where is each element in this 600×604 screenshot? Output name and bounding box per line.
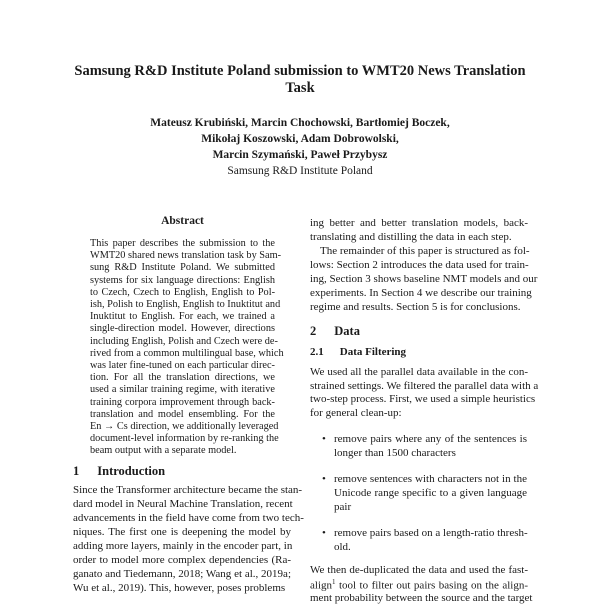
intro-line: advancements in the field have come from two tech-: [73, 512, 304, 524]
affiliation: Samsung R&D Institute Poland: [227, 165, 373, 177]
intro-line: Wu et al., 2019). This, however, poses problems: [73, 582, 286, 594]
text-line: lows: Section 2 introduces the data used for train-: [310, 259, 529, 271]
bullet-icon: •: [322, 433, 326, 445]
authors-line-2: Mikołaj Koszowski, Adam Dobrowolski,: [201, 133, 399, 145]
text-line: two-step process. First, we used a simple heuristics: [310, 393, 536, 405]
intro-line: ganato and Tiedemann, 2018; Wang et al., 2019a;: [73, 568, 291, 580]
abstract-line: to Czech, Czech to English, English to Pol-: [90, 286, 275, 298]
text-fragment: tool to filter out pairs basing on the align-: [338, 579, 528, 592]
text-line: experiments. In Section 4 we describe our training: [310, 287, 532, 299]
paper-title-line-2: Task: [285, 80, 315, 96]
section-number: 2: [310, 324, 317, 338]
abstract-line: used a similar training regime, with iterative: [90, 384, 275, 396]
text-line: ing better and better translation models, back-: [310, 217, 528, 229]
abstract-line: This paper describes the submission to the: [90, 238, 275, 249]
text-line: We used all the parallel data available in the con-: [310, 366, 528, 378]
abstract-line: WMT20 shared news translation task by Sam-: [90, 250, 282, 262]
text-line: ment probability between the source and the target: [310, 592, 533, 604]
intro-heading: [73, 464, 165, 479]
bullet-line: longer than 1500 characters: [334, 447, 456, 459]
text-line: translating and distilling the data in each step.: [310, 231, 512, 243]
bullet-icon: •: [322, 473, 326, 485]
bullet-line: remove pairs where any of the sentences is: [334, 433, 527, 445]
abstract-line: was later fine-tuned on each particular direc-: [90, 360, 275, 371]
bullet-icon: •: [322, 527, 326, 539]
text-line: The remainder of this paper is structured as fol-: [320, 245, 530, 257]
abstract-line: single-direction model. However, directions: [90, 323, 275, 335]
data-filtering-heading: [310, 346, 406, 358]
bullet-line: pair: [334, 501, 352, 513]
authors-line-1: Mateusz Krubiński, Marcin Chochowski, Bartłomiej Boczek,: [150, 117, 450, 129]
section-number: 1: [73, 464, 80, 478]
abstract-line: systems for six language directions: English: [90, 274, 275, 286]
abstract-line: document-level information by re-ranking the: [90, 433, 279, 445]
text-fragment: align: [310, 579, 332, 592]
intro-line: dard model in Neural Machine Translation, recent: [73, 498, 293, 510]
abstract-line: translation and model ensembling. For the: [90, 408, 275, 420]
text-line: strained settings. We filtered the parallel data with a: [310, 379, 539, 392]
text-line: for general clean-up:: [310, 406, 402, 419]
intro-line: niques. The first one is deepening the model by: [73, 526, 291, 538]
section-title: Introduction: [97, 464, 166, 478]
bullet-line: remove pairs based on a length-ratio thresh-: [334, 527, 528, 539]
intro-line: order to model more complex dependencies (Ra-: [73, 554, 291, 566]
abstract-line: beam output with a separate model.: [90, 445, 237, 457]
bullet-line: old.: [334, 541, 351, 553]
paper-title-line-1: Samsung R&D Institute Poland submission to WMT20 News Translation: [74, 63, 526, 79]
abstract-line: sung R&D Institute Poland. We submitted: [90, 262, 275, 274]
subsection-number: 2.1: [310, 346, 324, 358]
abstract-line: including English, Polish and Czech were de-: [90, 335, 278, 347]
abstract-line: ish, Polish to English, English to Inuktitut and: [90, 299, 281, 310]
abstract-heading: Abstract: [161, 215, 204, 227]
data-heading: [310, 324, 360, 339]
subsection-title: Data Filtering: [339, 346, 407, 358]
text-line: We then de-duplicated the data and used the fast-: [310, 564, 528, 576]
bullet-line: remove sentences with characters not in the: [334, 473, 527, 485]
section-title: Data: [334, 324, 360, 338]
text-line: regime and results. Section 5 is for conclusions.: [310, 301, 521, 313]
abstract-line: rived from a common multilingual base, which: [90, 347, 284, 359]
abstract-line: tion. For all the translation directions, we: [90, 372, 275, 384]
intro-line: Since the Transformer architecture became the stan-: [73, 484, 303, 496]
abstract-line: Inuktitut to English. For each, we trained a: [90, 311, 275, 323]
text-line: [310, 578, 528, 592]
text-line: ing, Section 3 shows baseline NMT models and our: [310, 273, 538, 285]
abstract-line: training corpora improvement through back-: [90, 396, 275, 408]
abstract-line: En → Cs direction, we additionally leveraged: [90, 421, 279, 432]
bullet-line: Unicode range specific to a given language: [334, 487, 527, 499]
authors-line-3: Marcin Szymański, Paweł Przybysz: [212, 149, 388, 161]
intro-line: adding more layers, mainly in the encoder part, in: [73, 540, 293, 552]
footnote-marker[interactable]: 1: [332, 578, 336, 586]
